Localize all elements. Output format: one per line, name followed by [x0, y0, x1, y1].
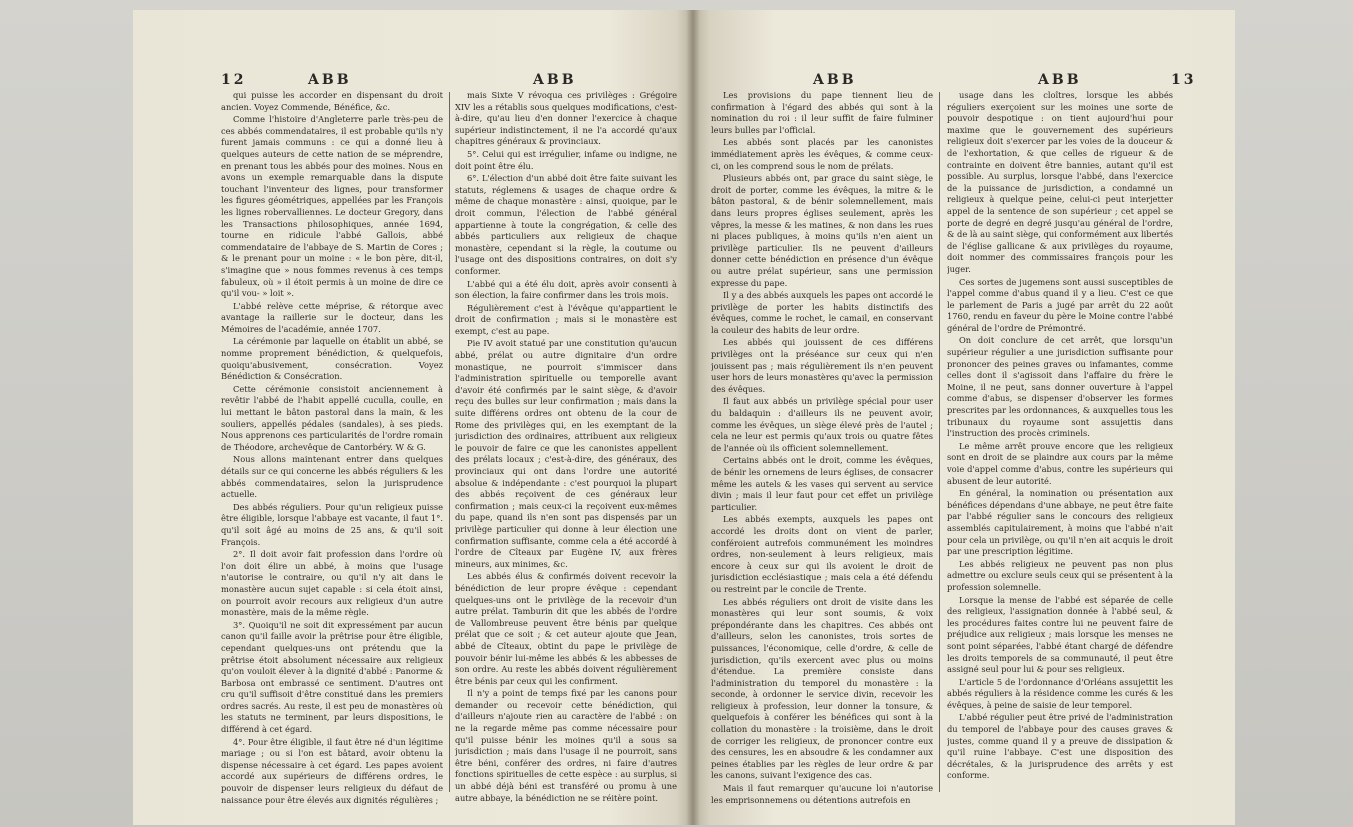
right-headword-1: ABB	[813, 72, 857, 88]
paragraph: Ces sortes de jugemens sont aussi susceptibles de l'appel comme d'abus quand il y a lieu. C'est ce que le parlement de Paris a jugé par arrêt du 22 août 1760, rendu en faveur du père le Moine contre l'abbé général de l'ordre de Prémontré.	[947, 276, 1173, 333]
paragraph: Des abbés réguliers. Pour qu'un religieux puisse être éligible, lorsque l'abbaye est vacante, il faut 1°. qu'il soit âgé au moins de 25 ans, & qu'il soit François.	[221, 501, 443, 547]
paragraph: Les abbés réguliers ont droit de visite dans les monastères qui leur sont soumis, & voix prépondérante dans les chapitres. Ces abbés ont d'ailleurs, selon les canonistes, trois sortes de puissances, l'économique, celle d'ordre, & celle de jurisdiction, qu'ils exercent avec plus ou moins d'étendue. La première consiste dans l'administration du temporel du monastère : la seconde, à ordonner le service divin, recevoir les religieux à profession, leur donner la tonsure, & quelquefois à conférer les bénéfices qui sont à la collation du monastère : la troisième, dans le droit de corriger les religieux, de prononcer contre eux des censures, les en absoudre & les condamner aux peines établies par les règles de leur ordre & par les canons, suivant l'exigence des cas.	[711, 596, 933, 781]
book-spine-shadow	[686, 10, 700, 825]
paragraph: Pie IV avoit statué par une constitution qu'aucun abbé, prélat ou autre dignitaire d'un ordre monastique, ne pourroit s'immiscer dans l'administration spirituelle ou temporelle avant d'avoir été confirmés par le saint siège, & d'avoir reçu des bulles sur leur confirmation ; mais dans la suite différens ordres ont obtenu de la cour de Rome des privilèges qui, en les exemptant de la jurisdiction des ordinaires, attribuent aux religieux le pouvoir de faire ce que les canonistes appellent des prélats locaux ; c'est-à-dire, des généraux, des provinciaux qui ont dans l'ordre une autorité absolue & indépendante : c'est pourquoi la plupart des abbés reçoivent de ces généraux leur confirmation ; mais ceux-ci la reçoivent eux-mêmes du pape, quand ils n'en sont pas dispensés par un privilège particulier qui donne à leur élection une confirmation suffisante, comme cela a été accordé à l'ordre de Cîteaux par Eugène IV, aux frères mineurs, aux minimes, &c.	[455, 338, 677, 569]
paragraph: L'abbé qui a été élu doit, après avoir consenti à son élection, la faire confirmer dans les trois mois.	[455, 278, 677, 301]
paragraph: Comme l'histoire d'Angleterre parle très-peu de ces abbés commendataires, il est probable qu'ils n'y furent jamais communs : ce qui a donné lieu à quelques auteurs de cette nation de se méprendre, en prenant tous les abbés pour des moines. Nous en avons un exemple remarquable dans la dispute touchant l'inventeur des lignes, pour transformer les figures géométriques, appellées par les François les lignes robervalliennes. Le docteur Gregory, dans les Transactions philosophiques, année 1694, tourne en ridicule l'abbé Gallois, abbé commendataire de l'abbaye de S. Martin de Cores ; & le prenant pour un moine : « le bon père, dit-il, s'imagine que » nous fommes revenus à ces temps fabuleux, où » il étoit permis à un moine de dire ce qu'il vou- » loit ».	[221, 114, 443, 299]
paragraph: Il n'y a point de temps fixé par les canons pour demander ou recevoir cette bénédiction, qui d'ailleurs n'ajoute rien au caractère de l'abbé : on ne la regarde même pas comme nécessaire pour qu'il puisse bénir les moines qu'il a sous sa jurisdiction ; mais dans l'usage il ne pourroit, sans être béni, conférer des ordres, ni faire d'autres fonctions spirituelles de cette espèce : au surplus, si un abbé déjà béni est transféré ou promu à une autre abbaye, la bénédiction ne se réitère point.	[455, 688, 677, 803]
right-column-2	[947, 90, 1173, 815]
paragraph: qui puisse les accorder en dispensant du droit ancien. Voyez Commende, Bénéfice, &c.	[221, 90, 443, 112]
paragraph: mais Sixte V révoqua ces privilèges : Grégoire XIV les a rétablis sous quelques modifications, c'est-à-dire, qu'au lieu d'en donner l'exercice à chaque supérieur indistinctement, il ne l'a accordé qu'aux chapitres généraux & provinciaux.	[455, 90, 677, 147]
paragraph: Les abbés exempts, auxquels les papes ont accordé les droits dont on vient de parler, conféroient autrefois communément les moindres ordres, non-seulement à leurs religieux, mais encore à ceux sur qui ils avoient le droit de jurisdiction ecclésiastique ; mais cela a été défendu ou restreint par le concile de Trente.	[711, 514, 933, 594]
right-headword-2: ABB	[1038, 72, 1082, 88]
column-divider	[449, 92, 450, 792]
left-headword-2: ABB	[533, 72, 577, 88]
paragraph: Cette cérémonie consistoit anciennement à revêtir l'abbé de l'habit appellé cuculla, coulle, en lui mettant le bâton pastoral dans la main, & les souliers, appellés pédales (sandales), à ses pieds. Nous apprenons ces particularités de l'ordre romain de Théodore, archevêque de Cantorbéry. W & G.	[221, 383, 443, 452]
paragraph: Certains abbés ont le droit, comme les évêques, de bénir les ornemens de leurs églises, de consacrer même les autels & les vases qui servent au service divin ; mais il leur faut pour cet effet un privilège particulier.	[711, 455, 933, 512]
paragraph: Les abbés élus & confirmés doivent recevoir la bénédiction de leur propre évêque : cependant quelques-uns ont le privilège de la recevoir d'un autre prélat. Tamburin dit que les abbés de l'ordre de Vallombreuse peuvent être bénis par quelque prélat que ce soit ; & cet auteur ajoute que Jean, abbé de Cîteaux, obtint du pape le privilège de pouvoir bénir lui-même les abbés & les abbesses de son ordre. Au reste les abbés doivent régulièrement être bénis par ceux qui les confirment.	[455, 571, 677, 686]
paragraph: Plusieurs abbés ont, par grace du saint siège, le droit de porter, comme les évêques, la mitre & le bâton pastoral, & de bénir solemnellement, mais dans leurs propres églises seulement, après les vêpres, la messe & les matines, & non dans les rues ni places publiques, à moins qu'ils n'en aient un privilège particulier. Ils ne peuvent d'ailleurs donner cette bénédiction en présence d'un évêque ou autre prélat supérieur, sans une permission expresse du pape.	[711, 173, 933, 288]
paragraph: 2°. Il doit avoir fait profession dans l'ordre où l'on doit élire un abbé, à moins que l'usage n'autorise le contraire, ou qu'il n'y ait dans le monastère aucun sujet capable : si cela étoit ainsi, on pourroit avoir recours aux religieux d'un autre monastère, mais de la même règle.	[221, 549, 443, 618]
paragraph: Les abbés religieux ne peuvent pas non plus admettre ou exclure seuls ceux qui se présentent à la profession solemnelle.	[947, 558, 1173, 592]
paragraph: On doit conclure de cet arrêt, que lorsqu'un supérieur régulier a une jurisdiction suffisante pour prononcer des peines graves ou infamantes, comme celles dont il s'agissoit dans l'affaire du frère le Moine, il ne peut, sans donner ouverture à l'appel comme d'abus, se dispenser d'observer les formes prescrites par les ordonnances, & auxquelles tous les tribunaux du royaume sont assujettis dans l'instruction des procès criminels.	[947, 335, 1173, 439]
paragraph: 6°. L'élection d'un abbé doit être faite suivant les statuts, réglemens & usages de chaque ordre & même de chaque monastère : ainsi, quoique, par le droit commun, l'élection de l'abbé général appartienne à toute la congrégation, & celle des abbés particuliers aux religieux de chaque monastère, cependant si la règle, la coutume ou l'usage ont des dispositions contraires, on doit s'y conformer.	[455, 173, 677, 276]
column-divider	[939, 92, 940, 792]
right-page-number: 13	[1171, 72, 1197, 88]
paragraph: L'abbé régulier peut être privé de l'administration du temporel de l'abbaye pour des causes graves & justes, comme quand il y a preuve de dissipation & qu'il ruine l'abbaye. C'est une disposition des décrétales, & la jurisprudence des arrêts y est conforme.	[947, 712, 1173, 781]
left-headword-1: ABB	[308, 72, 352, 88]
paragraph: usage dans les cloîtres, lorsque les abbés réguliers exerçoient sur les moines une sorte de pouvoir despotique : on tient aujourd'hui pour maxime que le gouvernement des supérieurs religieux doit s'exercer par les voies de la douceur & de l'exhortation, & que celles de rigueur & de contrainte en doivent être bannies, autant qu'il est possible. Au surplus, lorsque l'abbé, dans l'exercice de la puissance de jurisdiction, a condamné un religieux à quelque peine, celui-ci peut interjetter appel de la sentence de son supérieur ; cet appel se porte de degré en degré jusqu'au général de l'ordre, & de là au saint siège, qui conformément aux libertés de l'église gallicane & aux privilèges du royaume, doit nommer des commissaires françois pour les juger.	[947, 90, 1173, 274]
paragraph: Les provisions du pape tiennent lieu de confirmation à l'égard des abbés qui sont à la nomination du roi : il leur suffit de faire fulminer leurs bulles par l'official.	[711, 90, 933, 135]
paragraph: En général, la nomination ou présentation aux bénéfices dépendans d'une abbaye, ne peut être faite par l'abbé régulier sans le concours des religieux assemblés capitulairement, à moins que l'abbé n'ait pour cela un privilège, ou qu'il n'en ait acquis le droit par une prescription légitime.	[947, 488, 1173, 557]
paragraph: Les abbés sont placés par les canonistes immédiatement après les évêques, & comme ceux-ci, on les comprend sous le nom de prélats.	[711, 137, 933, 171]
left-column-2	[455, 90, 677, 815]
left-column-1	[221, 90, 443, 815]
paragraph: 5°. Celui qui est irrégulier, infame ou indigne, ne doit point être élu.	[455, 148, 677, 171]
paragraph: Nous allons maintenant entrer dans quelques détails sur ce qui concerne les abbés réguliers & les abbés commendataires, selon la jurisprudence actuelle.	[221, 454, 443, 500]
paragraph: Mais il faut remarquer qu'aucune loi n'autorise les emprisonnemens ou détentions autrefois en	[711, 783, 933, 805]
open-book	[133, 10, 1235, 825]
paragraph: Les abbés qui jouissent de ces différens privilèges ont la préséance sur ceux qui n'en jouissent pas ; mais régulièrement ils n'en peuvent user hors de leurs monastères qu'avec la permission des évêques.	[711, 337, 933, 394]
paragraph: Le même arrêt prouve encore que les religieux sont en droit de se plaindre aux cours par la même voie d'appel comme d'abus, contre les supérieurs qui abusent de leur autorité.	[947, 440, 1173, 486]
paragraph: Il faut aux abbés un privilège spécial pour user du baldaquin : d'ailleurs ils ne peuvent avoir, comme les évêques, un siège élevé près de l'autel ; cela ne leur est permis qu'aux trois ou quatre fêtes de l'année où ils officient solemnellement.	[711, 396, 933, 453]
right-page	[693, 10, 1235, 825]
left-page	[133, 10, 693, 825]
paragraph: L'abbé relève cette méprise, & rétorque avec avantage la raillerie sur le docteur, dans les Mémoires de l'académie, année 1707.	[221, 300, 443, 334]
left-page-number: 12	[221, 72, 247, 88]
paragraph: Lorsque la mense de l'abbé est séparée de celle des religieux, l'assignation donnée à l'abbé seul, & les procédures faites contre lui ne peuvent faire de préjudice aux religieux ; mais lorsque les menses ne sont point séparées, l'abbé étant chargé de défendre les droits temporels de sa communauté, il peut être assigné seul pour lui & pour ses religieux.	[947, 594, 1173, 675]
paragraph: La cérémonie par laquelle on établit un abbé, se nomme proprement bénédiction, & quelquefois, quoiqu'abusivement, consécration. Voyez Bénédiction & Consécration.	[221, 336, 443, 382]
right-column-1	[711, 90, 933, 815]
paragraph: 3°. Quoiqu'il ne soit dit expressément par aucun canon qu'il faille avoir la prêtrise pour être éligible, cependant quelques-uns ont prétendu que la prêtrise étoit absolument nécessaire aux religieux qu'on vouloit élever à la dignité d'abbé : Panorme & Barbosa ont embrassé ce sentiment. D'autres ont cru qu'il suffisoit d'être constitué dans les premiers ordres sacrés. Au reste, il est peu de monastères où les statuts ne terminent, par leurs dispositions, le différend à cet égard.	[221, 619, 443, 735]
paragraph: 4°. Pour être éligible, il faut être né d'un légitime mariage ; ou si l'on est bâtard, avoir obtenu la dispense nécessaire à cet égard. Les papes avoient accordé aux supérieurs de différens ordres, le pouvoir de dispenser leurs religieux du défaut de naissance pour être élevés aux dignités régulières ;	[221, 736, 443, 805]
paragraph: Régulièrement c'est à l'évêque qu'appartient le droit de confirmation ; mais si le monastère est exempt, c'est au pape.	[455, 302, 677, 336]
paragraph: L'article 5 de l'ordonnance d'Orléans assujettit les abbés réguliers à la résidence comme les curés & les évêques, à peine de saisie de leur temporel.	[947, 676, 1173, 710]
paragraph: Il y a des abbés auxquels les papes ont accordé le privilège de porter les habits distinctifs des évêques, comme le rochet, le camail, en conservant la couleur des habits de leur ordre.	[711, 290, 933, 335]
